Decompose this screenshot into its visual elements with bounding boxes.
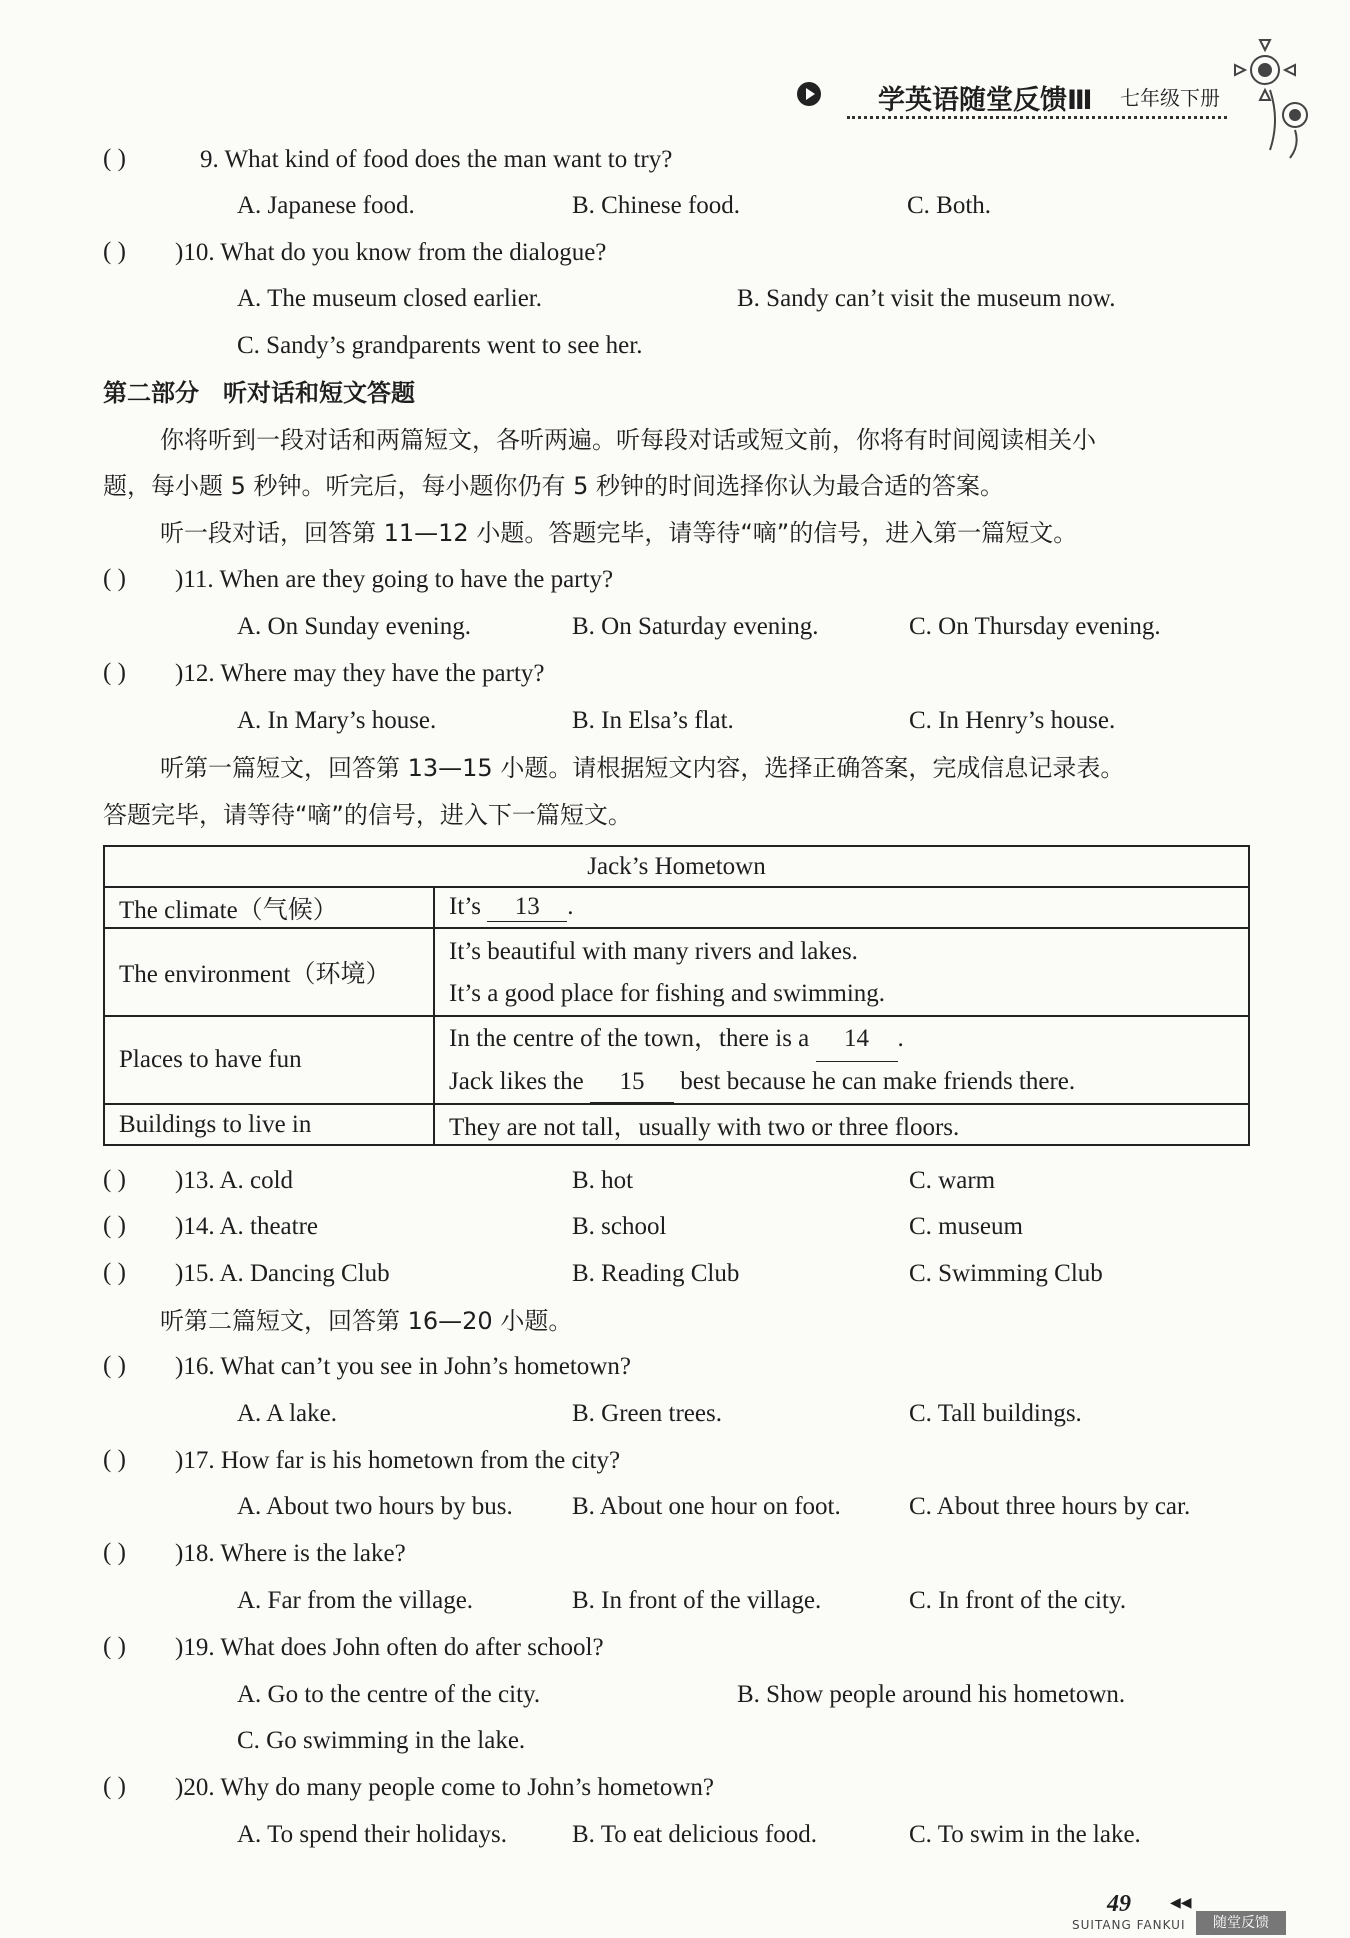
q15-option-c: C. Swimming Club — [909, 1260, 1103, 1287]
fun-places-value — [434, 1016, 1249, 1104]
q16-option-c: C. Tall buildings. — [909, 1400, 1082, 1427]
answer-bracket[interactable]: ( ) — [103, 1633, 126, 1660]
blank-14[interactable]: 14 — [816, 1017, 898, 1062]
q19-option-c: C. Go swimming in the lake. — [237, 1727, 526, 1754]
environment-line-1: It’s beautiful with many rivers and lakes. — [449, 938, 858, 965]
answer-bracket[interactable]: ( ) — [103, 238, 126, 265]
q20-option-b: B. To eat delicious food. — [572, 1821, 817, 1848]
answer-bracket[interactable]: ( ) — [103, 1259, 126, 1286]
q19-option-b: B. Show people around his hometown. — [737, 1681, 1126, 1708]
q18-option-b: B. In front of the village. — [572, 1587, 822, 1614]
question-15: )15. A. Dancing Club — [175, 1260, 390, 1287]
fun-places-label: Places to have fun — [104, 1016, 434, 1104]
buildings-value: They are not tall，usually with two or three floors. — [434, 1104, 1249, 1145]
q15-option-b: B. Reading Club — [572, 1260, 740, 1287]
q10-option-b: B. Sandy can’t visit the museum now. — [737, 285, 1116, 312]
q17-option-a: A. About two hours by bus. — [237, 1493, 513, 1520]
q12-option-c: C. In Henry’s house. — [909, 707, 1116, 734]
question-17-stem: )17. How far is his hometown from the city? — [175, 1447, 621, 1474]
footer-subtitle: SUITANG FANKUI — [1072, 1918, 1186, 1932]
blank-13[interactable]: 13 — [487, 893, 567, 922]
q11-option-c: C. On Thursday evening. — [909, 613, 1161, 640]
part-2-title: 第二部分 听对话和短文答题 — [103, 379, 415, 407]
q11-option-b: B. On Saturday evening. — [572, 613, 819, 640]
q9-option-b: B. Chinese food. — [572, 192, 741, 219]
answer-bracket[interactable]: ( ) — [103, 1773, 126, 1800]
q11-option-a: A. On Sunday evening. — [237, 613, 471, 640]
fun-line-1-pre: In the centre of the town，there is a — [449, 1025, 810, 1052]
question-14: )14. A. theatre — [175, 1213, 319, 1240]
q10-option-c: C. Sandy’s grandparents went to see her. — [237, 332, 643, 359]
fun-line-2-pre: Jack likes the — [449, 1068, 584, 1095]
q13-option-b: B. hot — [572, 1167, 634, 1194]
q17-option-b: B. About one hour on foot. — [572, 1493, 841, 1520]
book-subtitle: 七年级下册 — [1120, 86, 1220, 110]
q9-option-a: A. Japanese food. — [237, 192, 415, 219]
answer-bracket[interactable]: ( ) — [103, 1352, 126, 1379]
passage-2-instruction: 听第二篇短文，回答第 16—20 小题。 — [160, 1307, 573, 1335]
q19-option-a: A. Go to the centre of the city. — [237, 1681, 541, 1708]
climate-post: . — [567, 893, 574, 920]
q20-option-c: C. To swim in the lake. — [909, 1821, 1141, 1848]
double-arrow-icon: ◀◀ — [1170, 1896, 1192, 1911]
info-record-table — [103, 845, 1250, 1146]
buildings-label: Buildings to live in — [104, 1104, 434, 1145]
q10-option-a: A. The museum closed earlier. — [237, 285, 543, 312]
climate-value — [434, 887, 1249, 928]
dialog-instruction: 听一段对话，回答第 11—12 小题。答题完毕，请等待“嘀”的信号，进入第一篇短文。 — [160, 519, 1078, 547]
q14-option-b: B. school — [572, 1213, 667, 1240]
question-18-stem: )18. Where is the lake? — [175, 1540, 406, 1567]
q18-option-c: C. In front of the city. — [909, 1587, 1127, 1614]
environment-label: The environment（环境） — [104, 928, 434, 1016]
part-2-intro-line-1: 你将听到一段对话和两篇短文，各听两遍。听每段对话或短文前，你将有时间阅读相关小 — [160, 426, 1096, 454]
answer-bracket[interactable]: ( ) — [103, 565, 126, 592]
q9-option-c: C. Both. — [907, 192, 992, 219]
play-icon — [797, 82, 821, 106]
answer-bracket[interactable]: ( ) — [103, 1212, 126, 1239]
blank-15[interactable]: 15 — [590, 1062, 674, 1103]
flower-decoration-icon — [1210, 20, 1330, 160]
fun-line-2 — [449, 1062, 1234, 1103]
fun-line-1-post: . — [897, 1025, 904, 1052]
footer-tag: 随堂反馈 — [1196, 1911, 1286, 1935]
book-title: 学英语随堂反馈Ⅲ — [878, 85, 1093, 116]
answer-bracket[interactable]: ( ) — [103, 1539, 126, 1566]
answer-bracket[interactable]: ( ) — [103, 145, 126, 172]
question-9-stem: 9. What kind of food does the man want to try? — [200, 146, 673, 173]
page-number: 49 — [1107, 1891, 1131, 1917]
answer-bracket[interactable]: ( ) — [103, 1446, 126, 1473]
question-11-stem: )11. When are they going to have the party? — [175, 566, 614, 593]
answer-bracket[interactable]: ( ) — [103, 659, 126, 686]
passage-1-instruction-line-1: 听第一篇短文，回答第 13—15 小题。请根据短文内容，选择正确答案，完成信息记录表。 — [160, 754, 1125, 782]
q14-option-c: C. museum — [909, 1213, 1023, 1240]
fun-line-1 — [449, 1017, 1234, 1062]
environment-line-2: It’s a good place for fishing and swimming. — [449, 980, 886, 1007]
q20-option-a: A. To spend their holidays. — [237, 1821, 507, 1848]
climate-pre: It’s — [449, 893, 481, 920]
question-10-stem: )10. What do you know from the dialogue? — [175, 239, 607, 266]
q12-option-a: A. In Mary’s house. — [237, 707, 437, 734]
question-12-stem: )12. Where may they have the party? — [175, 660, 545, 687]
header-divider — [847, 116, 1227, 119]
question-13: )13. A. cold — [175, 1167, 294, 1194]
passage-1-instruction-line-2: 答题完毕，请等待“嘀”的信号，进入下一篇短文。 — [103, 801, 632, 829]
q16-option-a: A. A lake. — [237, 1400, 337, 1427]
question-16-stem: )16. What can’t you see in John’s hometown? — [175, 1353, 631, 1380]
question-20-stem: )20. Why do many people come to John’s hometown? — [175, 1774, 715, 1801]
q16-option-b: B. Green trees. — [572, 1400, 722, 1427]
q18-option-a: A. Far from the village. — [237, 1587, 474, 1614]
climate-label: The climate（气候） — [104, 887, 434, 928]
table-title: Jack’s Hometown — [104, 846, 1249, 887]
part-2-intro-line-2: 题，每小题 5 秒钟。听完后，每小题你仍有 5 秒钟的时间选择你认为最合适的答案。 — [103, 472, 1005, 500]
fun-line-2-post: best because he can make friends there. — [680, 1068, 1076, 1095]
q12-option-b: B. In Elsa’s flat. — [572, 707, 734, 734]
q13-option-c: C. warm — [909, 1167, 996, 1194]
answer-bracket[interactable]: ( ) — [103, 1166, 126, 1193]
q17-option-c: C. About three hours by car. — [909, 1493, 1191, 1520]
environment-value — [434, 928, 1249, 1016]
question-19-stem: )19. What does John often do after school? — [175, 1634, 604, 1661]
